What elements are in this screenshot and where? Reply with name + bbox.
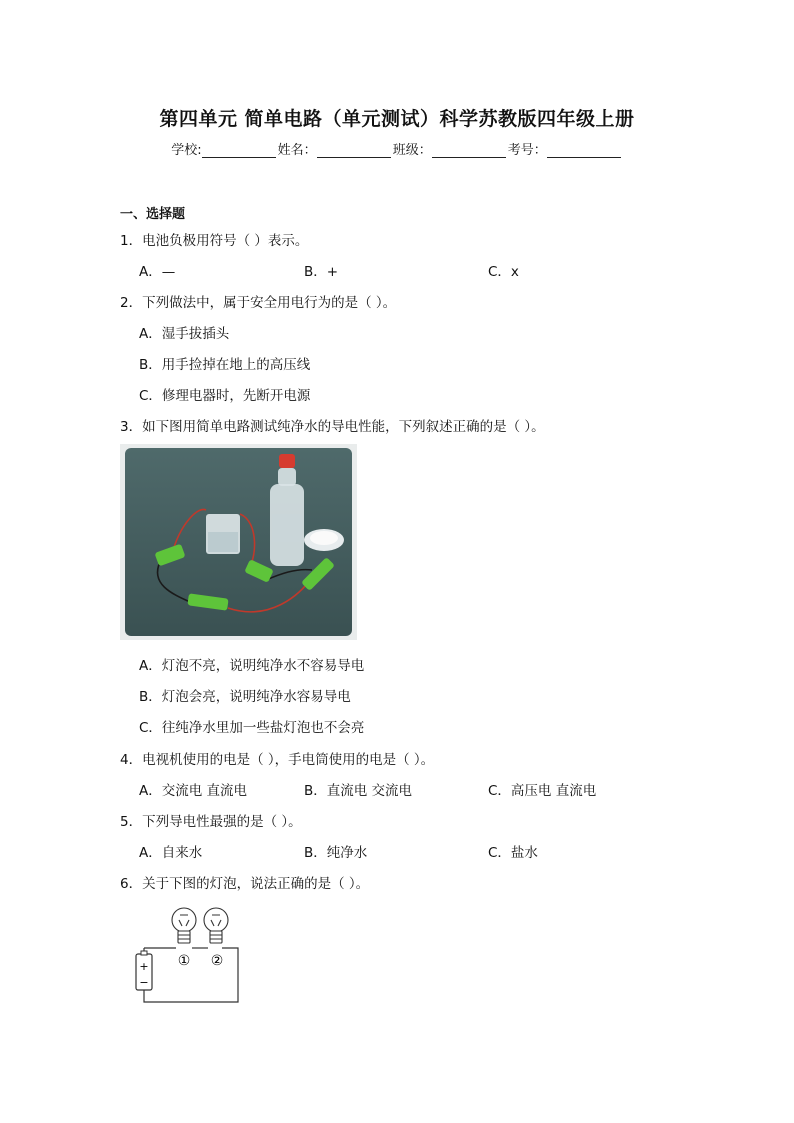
question-4-option-b[interactable]: B．直流电 交流电 [304,783,413,799]
question-2-option-b[interactable]: B．用手捡掉在地上的高压线 [139,357,311,373]
page-title: 第四单元 简单电路（单元测试）科学苏教版四年级上册 [159,108,635,130]
bulb-1-label: ① [177,953,191,969]
question-4-stem: 4．电视机使用的电是（ ），手电筒使用的电是（ ）。 [120,752,435,768]
class-blank[interactable] [432,143,506,158]
name-blank[interactable] [317,143,391,158]
battery-icon [136,951,152,990]
school-blank[interactable] [202,143,276,158]
name-label: 姓名： [277,143,317,158]
question-2-option-a[interactable]: A．湿手拔插头 [139,326,230,342]
circuit-photo-illustration [120,444,357,640]
question-3-stem: 3．如下图用简单电路测试纯净水的导电性能，下列叙述正确的是（ ）。 [120,419,545,435]
battery-minus-label: − [139,976,149,989]
question-5-stem: 5．下列导电性最强的是（ ）。 [120,814,302,830]
circuit-wire [144,948,238,1002]
question-1-option-c[interactable]: C．x [488,264,519,280]
bulb-circuit-svg [132,906,244,1008]
bulb-circuit-diagram [132,906,244,1008]
salt-dish-icon [304,529,344,551]
circuit-photo [120,444,357,640]
question-3-option-a[interactable]: A．灯泡不亮，说明纯净水不容易导电 [139,658,365,674]
exam-number-blank[interactable] [547,143,621,158]
question-1-option-a[interactable]: A．— [139,264,176,280]
question-4-option-c[interactable]: C．高压电 直流电 [488,783,597,799]
school-label: 学校: [171,143,202,158]
bulb-2-icon [204,908,228,943]
question-4-option-a[interactable]: A．交流电 直流电 [139,783,248,799]
bulb-1-icon [172,908,196,943]
question-3-option-b[interactable]: B．灯泡会亮，说明纯净水容易导电 [139,689,351,705]
question-2-stem: 2．下列做法中，属于安全用电行为的是（ ）。 [120,295,397,311]
question-5-option-b[interactable]: B．纯净水 [304,845,368,861]
question-5-option-c[interactable]: C．盐水 [488,845,538,861]
question-3-option-c[interactable]: C．往纯净水里加一些盐灯泡也不会亮 [139,720,365,736]
question-5-option-a[interactable]: A．自来水 [139,845,203,861]
bulb-2-label: ② [210,953,224,969]
beaker-icon [206,514,240,554]
question-6-stem: 6．关于下图的灯泡，说法正确的是（ ）。 [120,876,370,892]
question-2-option-c[interactable]: C．修理电器时，先断开电源 [139,388,311,404]
section-heading: 一、选择题 [120,207,186,222]
question-1-stem: 1．电池负极用符号（ ）表示。 [120,233,309,249]
battery-plus-label: + [139,960,149,973]
student-info-line [0,139,794,158]
class-label: 班级： [392,143,432,158]
question-1-option-b[interactable]: B．+ [304,264,339,280]
exam-number-label: 考号： [507,143,547,158]
